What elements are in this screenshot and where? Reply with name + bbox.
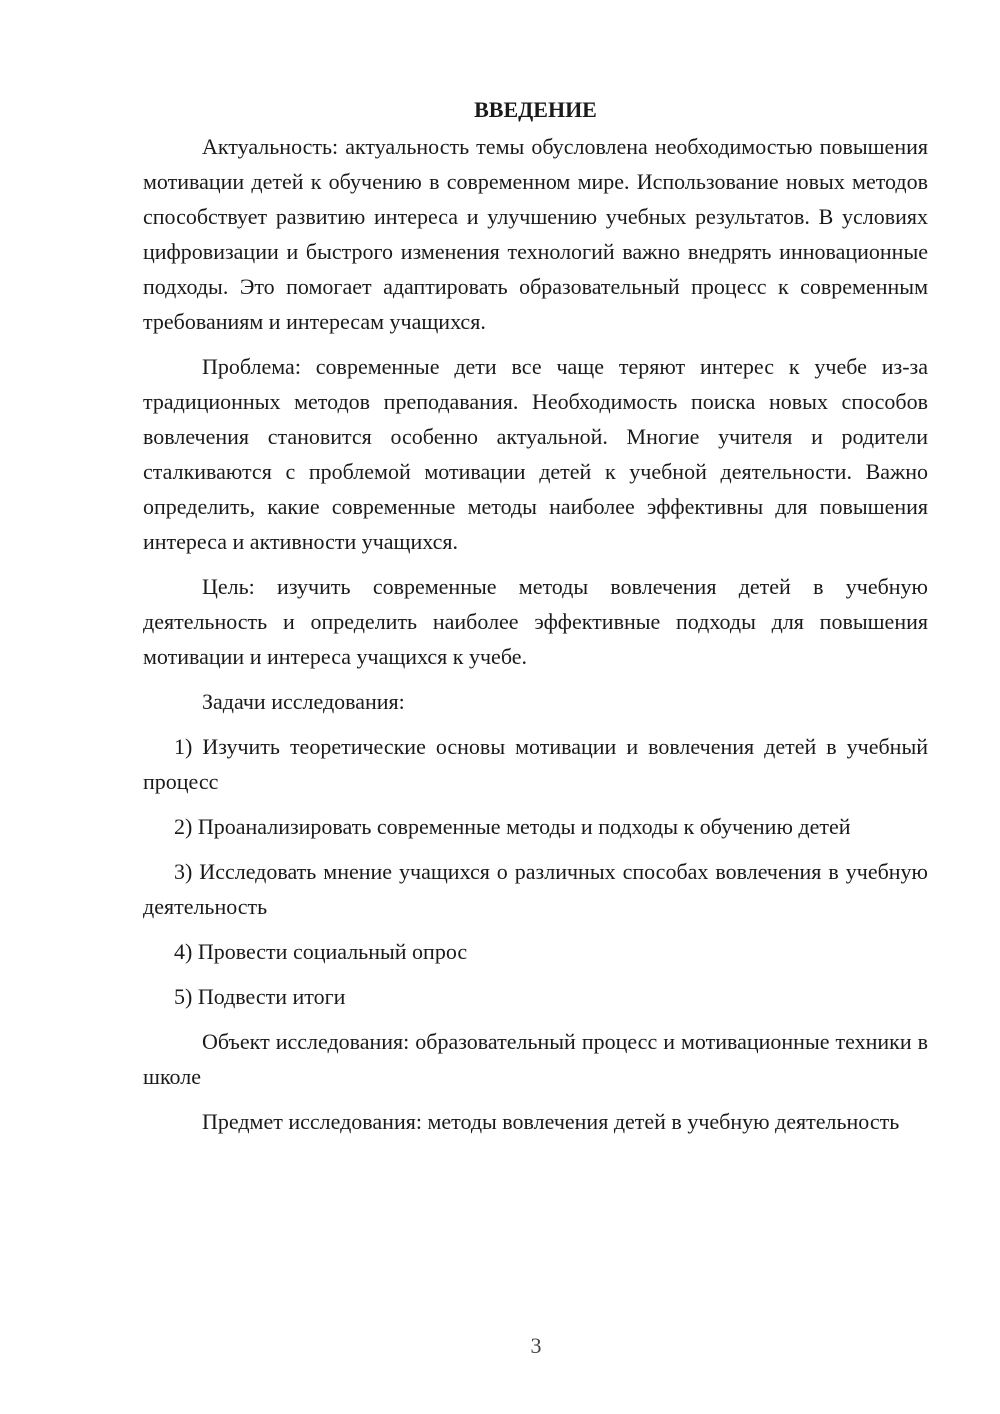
object-paragraph: Объект исследования: образовательный процесс и мотивационные техники в школе <box>143 1029 928 1089</box>
document-page <box>143 92 928 1139</box>
goal-paragraph: Цель: изучить современные методы вовлечения детей в учебную деятельность и определить наиболее эффективные подходы для повышения мотивации и интереса учащихся к учебе. <box>143 574 928 669</box>
relevance-paragraph: Актуальность: актуальность темы обусловлена необходимостью повышения мотивации детей к обучению в современном мире. Использование новых методов способствует развитию интереса и улучшению учебных результатов. В условиях цифровизации и быстрого изменения технологий важно внедрять инновационные подходы. Это помогает адаптировать образовательный процесс к современным требованиям и интересам учащихся. <box>143 134 928 334</box>
section-heading: ВВЕДЕНИЕ <box>474 97 597 122</box>
tasks-heading: Задачи исследования: <box>202 689 405 714</box>
problem-paragraph: Проблема: современные дети все чаще теряют интерес к учебе из-за традиционных методов преподавания. Необходимость поиска новых способов вовлечения становится особенно актуальной. Многие учителя и родители сталкиваются с проблемой мотивации детей к учебной деятельности. Важно определить, какие современные методы наиболее эффективны для повышения интереса и активности учащихся. <box>143 354 928 554</box>
task-item-5: 5) Подвести итоги <box>174 984 346 1009</box>
task-item-2: 2) Проанализировать современные методы и подходы к обучению детей <box>174 814 851 839</box>
task-item-4: 4) Провести социальный опрос <box>174 939 468 964</box>
subject-paragraph: Предмет исследования: методы вовлечения детей в учебную деятельность <box>202 1109 900 1134</box>
task-item-1: 1) Изучить теоретические основы мотивации и вовлечения детей в учебный процесс <box>143 734 928 794</box>
page-number: 3 <box>530 1333 542 1358</box>
task-item-3: 3) Исследовать мнение учащихся о различных способах вовлечения в учебную деятельность <box>143 859 928 919</box>
